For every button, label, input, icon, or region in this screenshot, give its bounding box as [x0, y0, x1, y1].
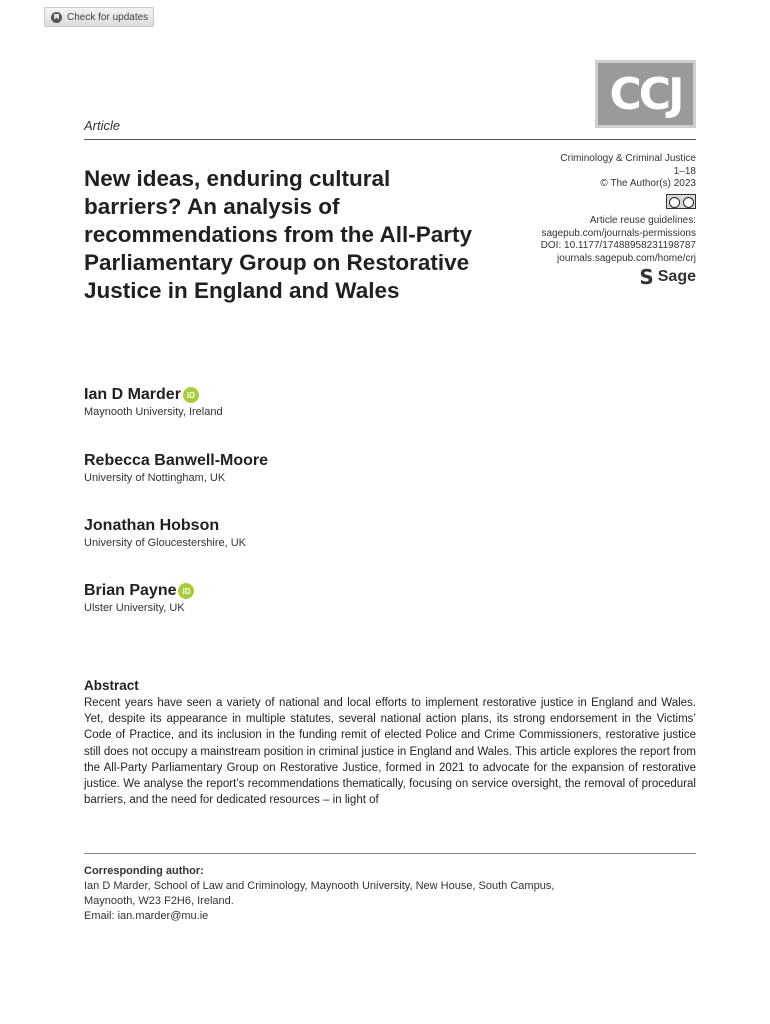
journal-link[interactable]: journals.sagepub.com/home/crj — [557, 252, 696, 264]
author-block — [84, 386, 223, 418]
corresponding-address-line2: Maynooth, W23 F2H6, Ireland. — [84, 895, 234, 907]
orcid-icon[interactable]: iD — [178, 583, 194, 599]
corresponding-email[interactable]: Email: ian.marder@mu.ie — [84, 910, 209, 922]
journal-metadata — [436, 153, 696, 289]
abstract-heading: Abstract — [84, 678, 139, 693]
cc-by-icon — [666, 194, 696, 209]
publisher-logo — [436, 265, 696, 289]
author-name[interactable]: Rebecca Banwell-Moore — [84, 452, 269, 469]
journal-name: Criminology & Criminal Justice — [560, 153, 696, 164]
sage-s-icon: S — [639, 265, 654, 289]
header-divider — [84, 139, 696, 140]
corresponding-address-line1: Ian D Marder, School of Law and Criminology, Maynooth University, New House, South Campus, — [84, 880, 555, 892]
author-affiliation: University of Gloucestershire, UK — [84, 537, 246, 549]
publisher-name: Sage — [657, 268, 696, 285]
author-name[interactable]: Jonathan Hobson — [84, 517, 220, 534]
author-affiliation: Maynooth University, Ireland — [84, 406, 223, 418]
author-block — [84, 517, 246, 549]
reuse-link[interactable]: sagepub.com/journals-permissions — [541, 227, 696, 239]
author-affiliation: Ulster University, UK — [84, 602, 185, 614]
author-affiliation: University of Nottingham, UK — [84, 472, 226, 484]
check-for-updates-label: Check for updates — [67, 11, 149, 23]
corresponding-author — [84, 864, 554, 924]
author-name[interactable]: Brian Payne — [84, 582, 177, 599]
bookmark-icon — [51, 12, 62, 23]
article-type-label: Article — [84, 118, 121, 133]
author-name[interactable]: Ian D Marder — [84, 386, 181, 403]
article-title: New ideas, enduring cultural barriers? An analysis of recommendations from the All-Party Parliamentary Group on Restorative Justice in England and Wales — [84, 166, 472, 303]
journal-logo: CCJ — [595, 60, 696, 128]
orcid-icon[interactable]: iD — [183, 387, 199, 403]
author-block — [84, 582, 194, 614]
footnote-divider — [84, 853, 696, 854]
page-range: 1–18 — [673, 165, 696, 177]
check-for-updates-button[interactable] — [44, 7, 154, 27]
doi[interactable]: DOI: 10.1177/17488958231198787 — [540, 240, 696, 251]
copyright: © The Author(s) 2023 — [600, 178, 696, 189]
author-block — [84, 452, 268, 484]
abstract-text: Recent years have seen a variety of national and local efforts to implement restorative justice in England and Wales. Yet, despite its appearance in multiple statutes, several national action plans, its strong endorsement in the Victims’ Code of Practice, and its inclusion in the funding remit of elected Police and Crime Commissioners, restorative justice still does not occupy a mainstream position in criminal justice in England and Wales. This article explores the report from the All-Party Parliamentary Group on Restorative Justice, formed in 2021 to advocate for the expansion of restorative justice. We analyse the report’s recommendations thematically, focusing on service oversight, the removal of procedural barriers, and the need for dedicated resources – in light of — [84, 697, 696, 807]
reuse-label: Article reuse guidelines: — [589, 215, 696, 226]
corresponding-heading: Corresponding author: — [84, 865, 204, 877]
